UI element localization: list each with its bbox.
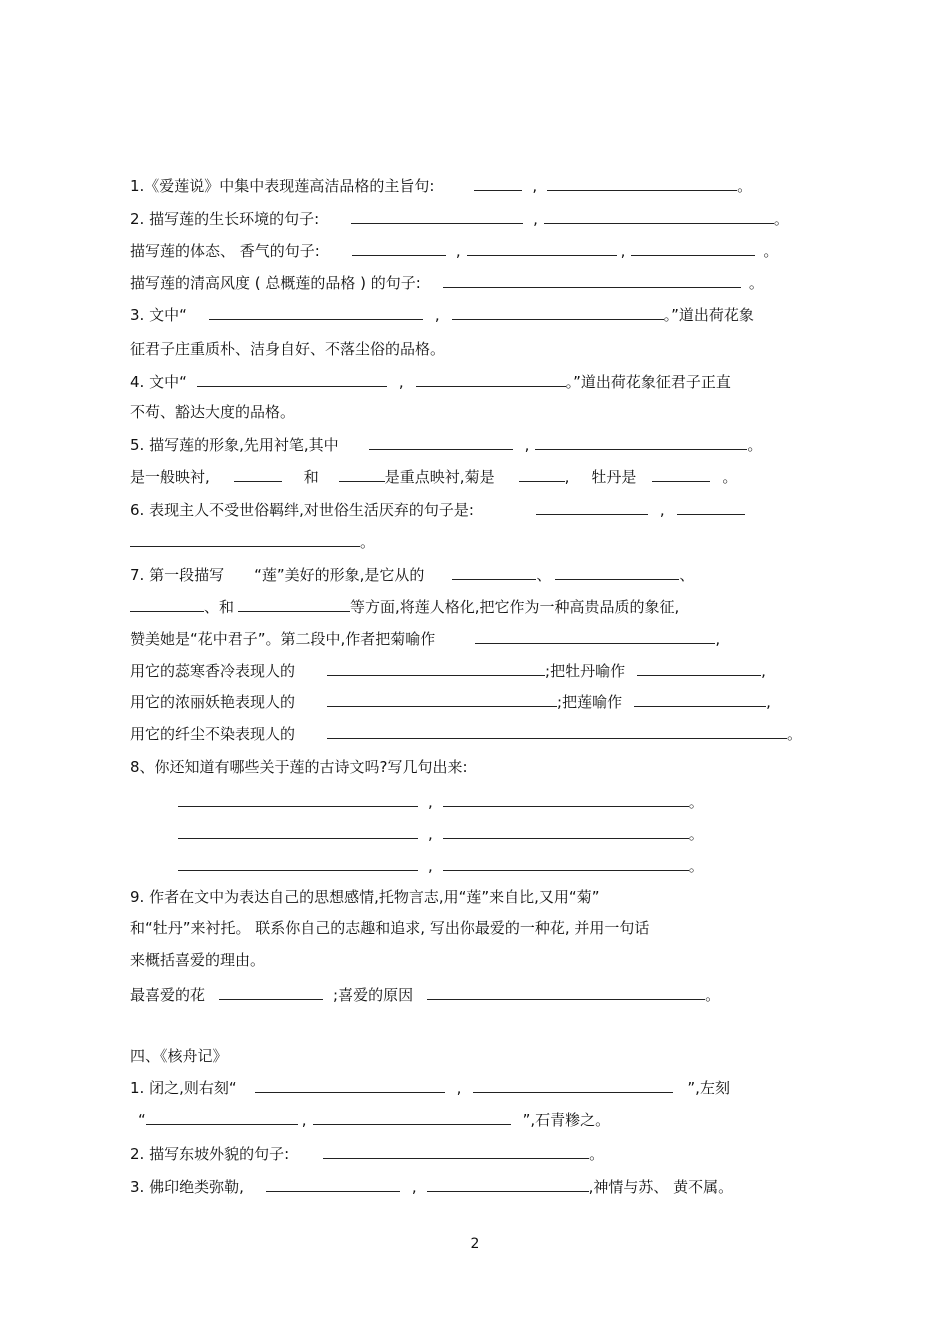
q7b-line xyxy=(130,597,679,617)
period: 。 xyxy=(748,274,764,292)
h1-tail: ”,左刻 xyxy=(687,1079,730,1097)
comma: , xyxy=(766,693,771,711)
q2-blank-1[interactable] xyxy=(351,209,523,224)
q7e-mid: ;把莲喻作 xyxy=(557,693,623,711)
q5b-line xyxy=(130,467,737,487)
q7b-blank-1[interactable] xyxy=(130,597,204,612)
comma: , xyxy=(533,210,538,228)
q7-text-2: “莲”美好的形象,是它从的 xyxy=(254,566,425,584)
enum-comma: 、 xyxy=(679,566,695,584)
q9b-text: 和“牡丹”来衬托。 联系你自己的志趣和追求, 写出你最爱的一种花, 并用一句话 xyxy=(130,919,650,937)
q7b-blank-2[interactable] xyxy=(238,597,350,612)
h2-blank[interactable] xyxy=(323,1144,589,1159)
reason-blank[interactable] xyxy=(427,985,705,1000)
q9c-line xyxy=(130,950,265,970)
period: 。 xyxy=(589,1145,605,1163)
q3b-line xyxy=(130,339,445,359)
q5b-blank-3[interactable] xyxy=(519,467,565,482)
period: 。 xyxy=(773,210,789,228)
comma: , xyxy=(659,501,665,519)
q7f-line xyxy=(130,724,802,744)
q7d-blank-1[interactable] xyxy=(327,661,545,676)
q9-line xyxy=(130,887,599,907)
q5b-blank-4[interactable] xyxy=(652,467,710,482)
q3-blank-1[interactable] xyxy=(209,305,423,320)
q9d-line xyxy=(130,985,720,1005)
q4-blank-1[interactable] xyxy=(197,372,387,387)
q7c-blank[interactable] xyxy=(475,629,715,644)
q9c-text: 来概括喜爱的理由。 xyxy=(130,951,266,969)
comma: , xyxy=(532,177,538,195)
q1-blank-1[interactable] xyxy=(474,176,522,191)
q6-text: 6. 表现主人不受世俗羁绊,对世俗生活厌弃的句子是: xyxy=(130,501,474,519)
comma: , xyxy=(456,1079,462,1097)
q8-line xyxy=(130,757,468,777)
q2b-blank-1[interactable] xyxy=(352,241,446,256)
comma: , xyxy=(428,857,433,875)
period: 。 xyxy=(688,793,704,811)
q7e-blank-2[interactable] xyxy=(634,692,766,707)
q2b-blank-2[interactable] xyxy=(467,241,617,256)
q3-blank-2[interactable] xyxy=(452,305,664,320)
q4-tail: 。”道出荷花象征君子正直 xyxy=(565,373,731,391)
q5b-mid: 是重点映衬,菊是 xyxy=(384,468,495,486)
open-quote: “ xyxy=(138,1111,146,1129)
q2c-text: 描写莲的清高风度 ( 总概莲的品格 ) 的句子: xyxy=(130,274,421,292)
period: 。 xyxy=(688,857,704,875)
q8-row-3 xyxy=(178,856,704,876)
period: 。 xyxy=(360,533,376,551)
period: 。 xyxy=(763,242,779,260)
q5b-and: 和 xyxy=(303,468,319,486)
favorite-flower-blank[interactable] xyxy=(219,985,323,1000)
period: 。 xyxy=(688,825,704,843)
q4b-text: 不苟、豁达大度的品格。 xyxy=(130,403,296,421)
h2-line xyxy=(130,1144,604,1164)
q9b-line xyxy=(130,918,649,938)
q5b-text: 是一般映衬, xyxy=(130,468,210,486)
h2-text: 2. 描写东坡外貌的句子: xyxy=(130,1145,290,1163)
q5-blank-2[interactable] xyxy=(535,435,747,450)
q6-blank-2[interactable] xyxy=(677,500,745,515)
q9-text: 9. 作者在文中为表达自己的思想感情,托物言志,用“莲”来自比,又用“菊” xyxy=(130,888,600,906)
h1b-line xyxy=(138,1110,610,1130)
section-4-heading: 四、《核舟记》 xyxy=(130,1047,228,1065)
period: 。 xyxy=(737,177,753,195)
q2b-line xyxy=(130,241,778,261)
q2-line xyxy=(130,209,789,229)
h1-blank-2[interactable] xyxy=(473,1078,673,1093)
h1b-tail: ”,石青糁之。 xyxy=(522,1111,611,1129)
q8-row-2 xyxy=(178,824,704,844)
q8-row3-blank-1[interactable] xyxy=(178,856,418,871)
q7d-line xyxy=(130,661,766,681)
q2b-text: 描写莲的体态、 香气的句子: xyxy=(130,242,320,260)
h1b-blank-1[interactable] xyxy=(146,1110,298,1125)
q7c-line xyxy=(130,629,720,649)
q3b-text: 征君子庄重质朴、洁身自好、不落尘俗的品格。 xyxy=(130,340,446,358)
comma: , xyxy=(428,793,433,811)
h3-blank-2[interactable] xyxy=(427,1177,589,1192)
q8-row1-blank-2[interactable] xyxy=(443,792,689,807)
q8-row2-blank-1[interactable] xyxy=(178,824,418,839)
q8-row2-blank-2[interactable] xyxy=(443,824,689,839)
section-4-title xyxy=(130,1046,228,1066)
comma: , xyxy=(455,242,461,260)
comma: , xyxy=(761,662,766,680)
q7d-text: 用它的蕊寒香冷表现人的 xyxy=(130,662,296,680)
q6b-blank[interactable] xyxy=(130,532,360,547)
page-number: 2 xyxy=(470,1236,480,1252)
comma: , xyxy=(428,825,433,843)
q5b-peony: 牡丹是 xyxy=(591,468,637,486)
q2-text: 2. 描写莲的生长环境的句子: xyxy=(130,210,320,228)
q7-text: 7. 第一段描写 xyxy=(130,566,225,584)
comma: , xyxy=(434,306,440,324)
q2c-line xyxy=(130,273,764,293)
q4-text: 4. 文中“ xyxy=(130,373,187,391)
q7-line xyxy=(130,565,694,585)
q8-row-1 xyxy=(178,792,704,812)
q8-row1-blank-1[interactable] xyxy=(178,792,418,807)
q5b-blank-1[interactable] xyxy=(234,467,282,482)
q7-blank-2[interactable] xyxy=(555,565,679,580)
h1-blank-1[interactable] xyxy=(255,1078,445,1093)
q4-line xyxy=(130,372,731,392)
q1-text: 1.《爱莲说》中集中表现莲高洁品格的主旨句: xyxy=(130,177,435,195)
q6-line xyxy=(130,500,745,520)
q6-blank-1[interactable] xyxy=(536,500,648,515)
enum-comma: 、 xyxy=(536,566,552,584)
q7b-and: 、和 xyxy=(204,598,235,616)
q9d-text: 最喜爱的花 xyxy=(130,986,206,1004)
q1-blank-2[interactable] xyxy=(547,176,737,191)
comma: , xyxy=(564,468,570,486)
q1-line xyxy=(130,176,752,196)
h1b-blank-2[interactable] xyxy=(313,1110,511,1125)
q4b-line xyxy=(130,402,295,422)
q2b-blank-3[interactable] xyxy=(631,241,755,256)
q4-blank-2[interactable] xyxy=(416,372,566,387)
h3-text: 3. 佛印绝类弥勒, xyxy=(130,1178,244,1196)
q6b-line xyxy=(130,532,375,552)
comma: , xyxy=(524,436,530,454)
q7f-blank[interactable] xyxy=(327,724,787,739)
q3-line xyxy=(130,305,754,325)
comma: , xyxy=(715,630,721,648)
q7e-blank-1[interactable] xyxy=(327,692,557,707)
comma: , xyxy=(620,242,626,260)
period: 。 xyxy=(787,725,803,743)
q7c-text: 赞美她是“花中君子”。第二段中,作者把菊喻作 xyxy=(130,630,436,648)
q3-tail: 。”道出荷花象 xyxy=(663,306,754,324)
period: 。 xyxy=(705,986,721,1004)
q2c-blank[interactable] xyxy=(443,273,741,288)
h3-line xyxy=(130,1177,733,1197)
q9d-reason: ;喜爱的原因 xyxy=(333,986,414,1004)
q8-row3-blank-2[interactable] xyxy=(443,856,689,871)
q7e-text: 用它的浓丽妖艳表现人的 xyxy=(130,693,296,711)
h1-line xyxy=(130,1078,730,1098)
q3-text: 3. 文中“ xyxy=(130,306,187,324)
h3-tail: ,神情与苏、 黄不属。 xyxy=(588,1178,734,1196)
q7e-line xyxy=(130,692,771,712)
comma: , xyxy=(301,1111,307,1129)
h3-blank-1[interactable] xyxy=(266,1177,400,1192)
q5-line xyxy=(130,435,762,455)
h1-text: 1. 闭之,则右刻“ xyxy=(130,1079,237,1097)
period: 。 xyxy=(722,468,738,486)
q7-blank-1[interactable] xyxy=(452,565,536,580)
comma: , xyxy=(398,373,404,391)
period: 。 xyxy=(747,436,763,454)
q5b-blank-2[interactable] xyxy=(339,467,385,482)
q7d-mid: ;把牡丹喻作 xyxy=(545,662,626,680)
q7b-text: 等方面,将莲人格化,把它作为一种高贵品质的象征, xyxy=(350,598,680,616)
comma: , xyxy=(411,1178,417,1196)
q8-text: 8、你还知道有哪些关于莲的古诗文吗?写几句出来: xyxy=(130,758,468,776)
q5-text: 5. 描写莲的形象,先用衬笔,其中 xyxy=(130,436,339,454)
q7d-blank-2[interactable] xyxy=(637,661,761,676)
q7f-text: 用它的纤尘不染表现人的 xyxy=(130,725,296,743)
q5-blank-1[interactable] xyxy=(369,435,513,450)
q2-blank-2[interactable] xyxy=(544,209,774,224)
